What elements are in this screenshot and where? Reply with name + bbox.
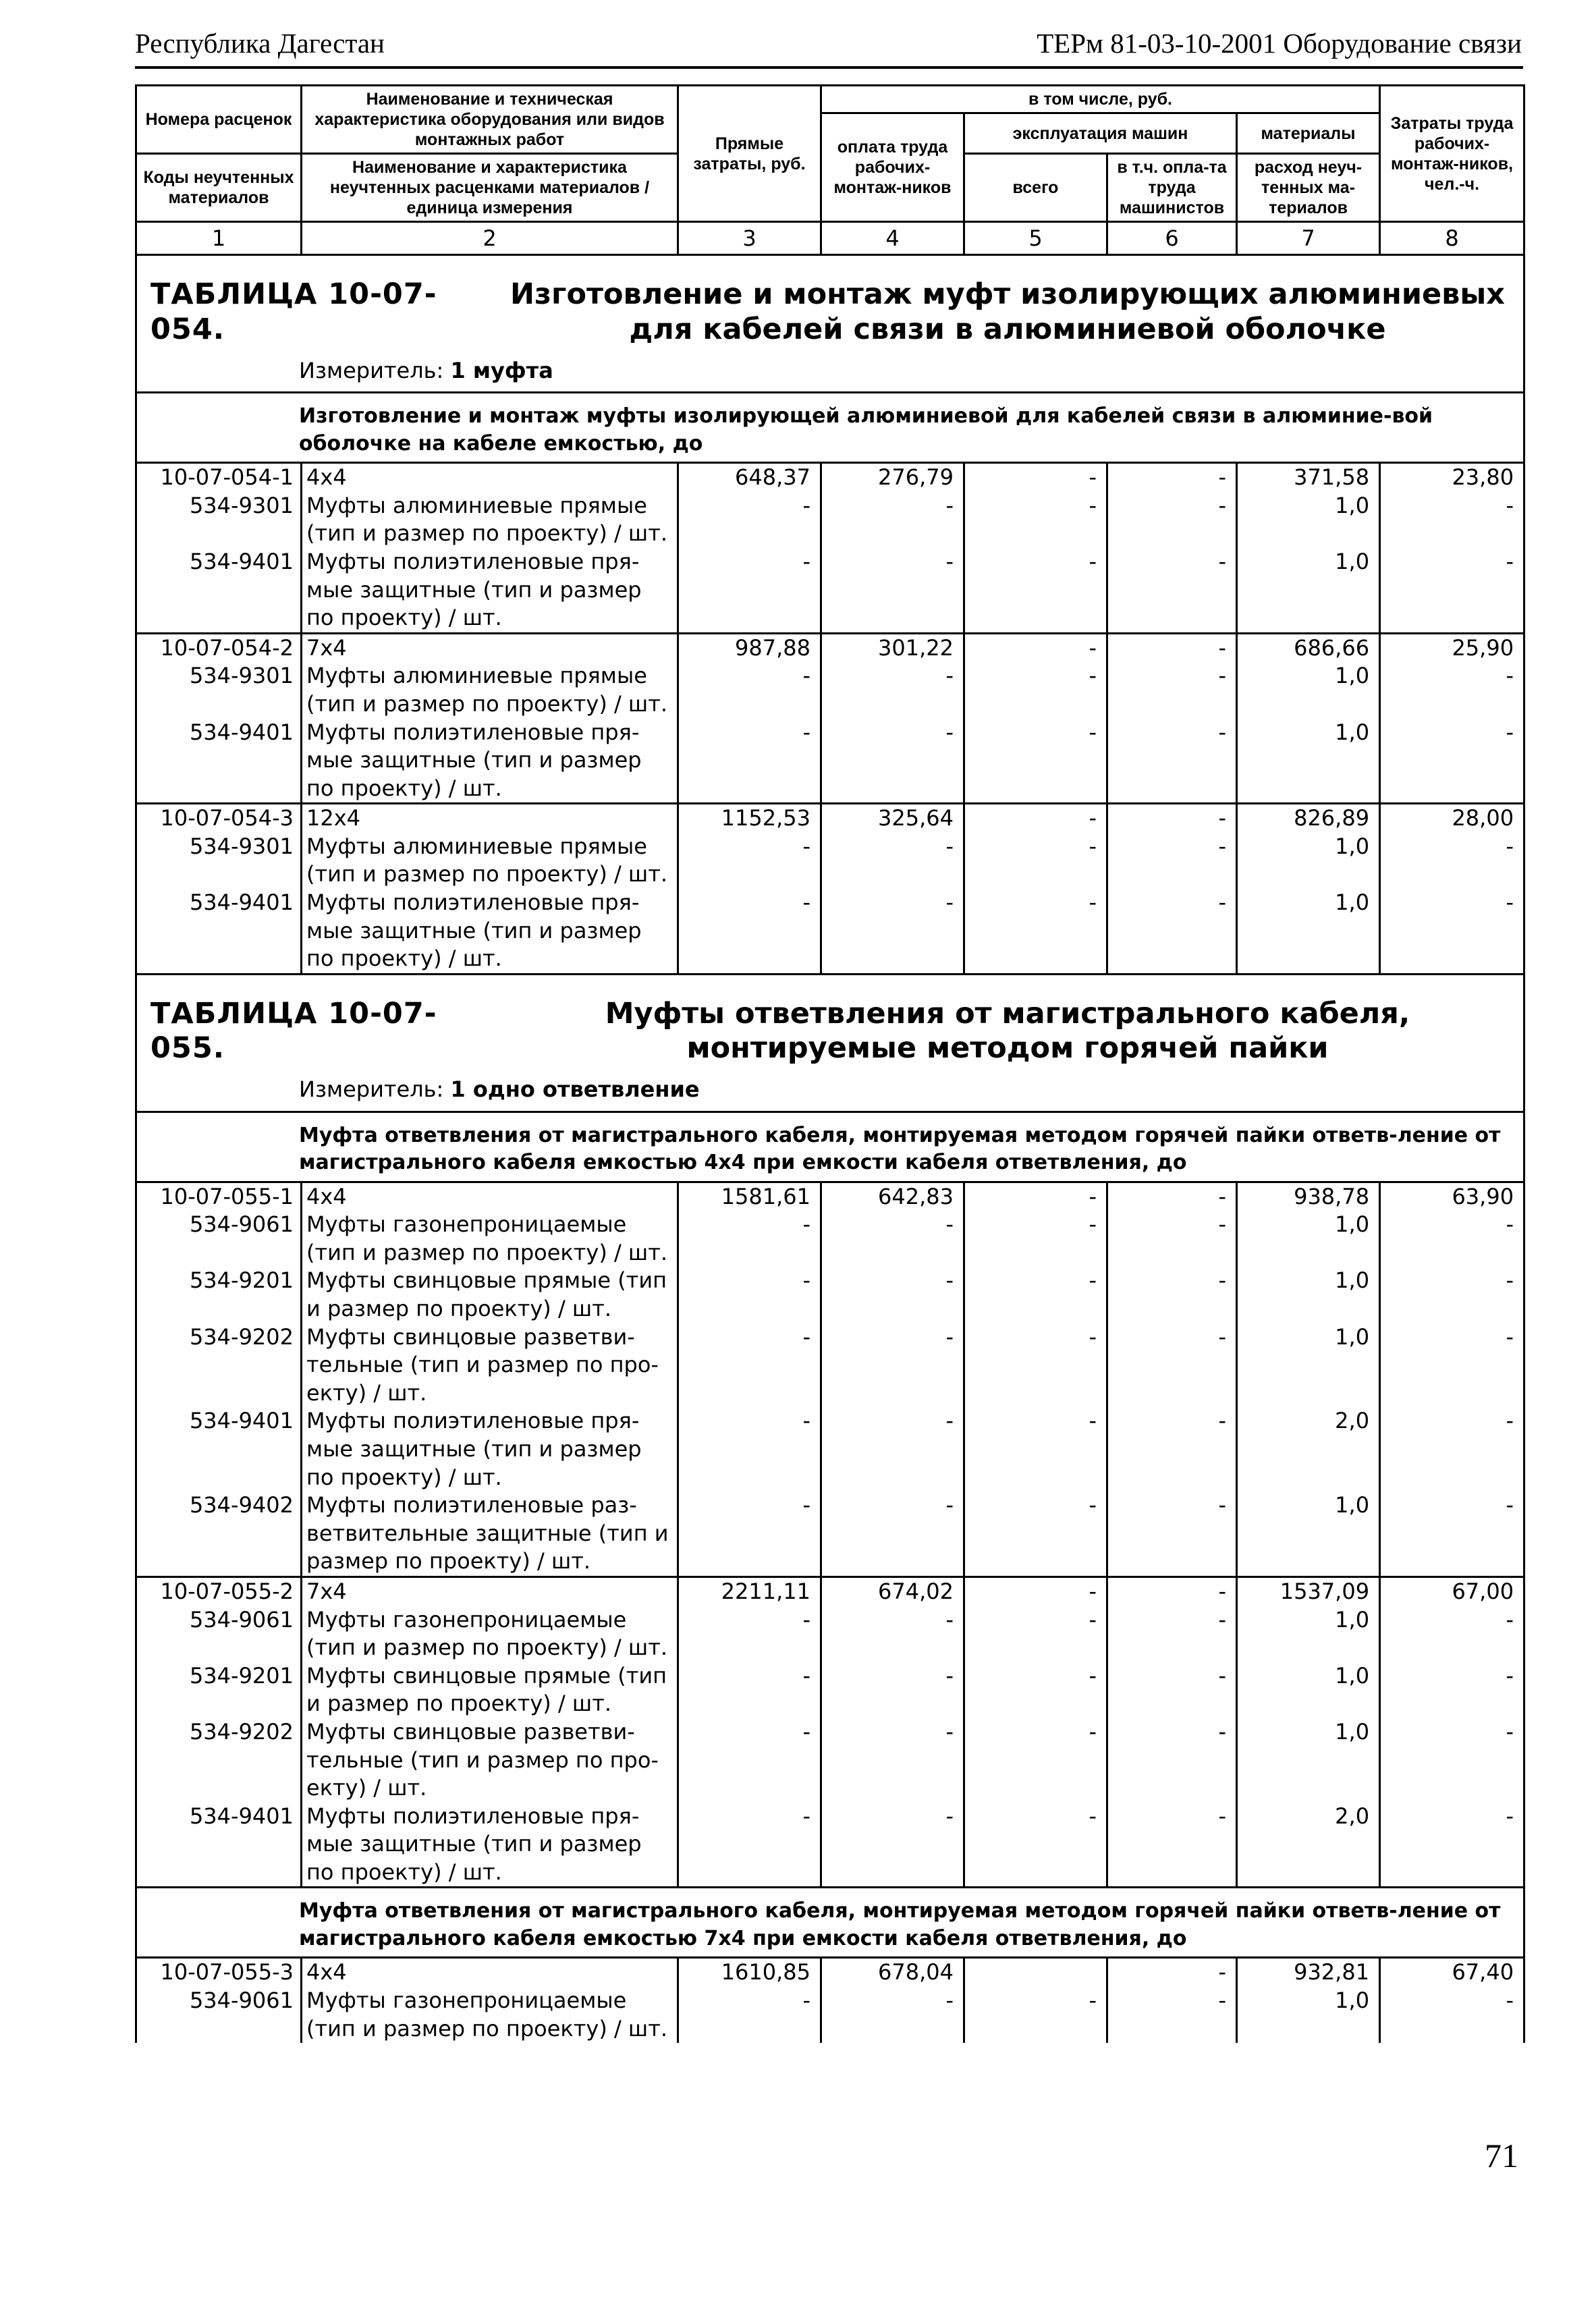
material-value: - [1380, 1606, 1524, 1662]
material-value: - [678, 719, 821, 804]
material-value: - [821, 1407, 964, 1491]
col-header-machinist-pay: в т.ч. опла-та труда машинистов [1107, 154, 1237, 222]
rate-value: 932,81 [1237, 1958, 1380, 1987]
material-value: - [821, 1211, 964, 1267]
material-value: 1,0 [1237, 662, 1380, 718]
material-value: - [964, 492, 1107, 548]
material-value: 1,0 [1237, 889, 1380, 974]
material-value: - [678, 833, 821, 889]
material-row [136, 1491, 1524, 1577]
table-title: Изготовление и монтаж муфт изолирующих алюминиевых для кабелей связи в алюминиевой оболочке [510, 277, 1505, 346]
material-value: - [1107, 1267, 1237, 1323]
rate-value: 678,04 [821, 1958, 964, 1987]
material-value: 1,0 [1237, 1491, 1380, 1577]
rate-value: - [964, 463, 1107, 492]
material-code: 534-9401 [136, 889, 302, 974]
material-value: - [1107, 1606, 1237, 1662]
material-value: - [1107, 1662, 1237, 1718]
material-value: - [1380, 1211, 1524, 1267]
material-name: Муфты полиэтиленовые пря-мые защитные (тип и размер по проекту) / шт. [302, 548, 678, 633]
material-value: - [678, 1407, 821, 1491]
material-name: Муфты полиэтиленовые пря-мые защитные (тип и размер по проекту) / шт. [302, 719, 678, 804]
rate-value: 938,78 [1237, 1182, 1380, 1211]
rate-value: - [1107, 1577, 1237, 1606]
rate-value: - [1107, 1958, 1237, 1987]
rate-value: - [964, 804, 1107, 833]
col-header-machine-use: эксплуатация машин [964, 113, 1237, 154]
material-value: - [1107, 1987, 1237, 2043]
rate-row [136, 804, 1524, 833]
col-header-material-codes: Коды неучтенных материалов [136, 154, 302, 222]
rate-value [964, 1958, 1107, 1987]
material-value: - [678, 1606, 821, 1662]
material-value: 1,0 [1237, 1606, 1380, 1662]
material-value: - [821, 1718, 964, 1803]
running-header-left: Республика Дагестан [135, 28, 385, 59]
material-row [136, 833, 1524, 889]
rate-value: 2211,11 [678, 1577, 821, 1606]
rate-value: - [964, 1577, 1107, 1606]
material-value: 1,0 [1237, 719, 1380, 804]
material-value: - [964, 1323, 1107, 1408]
rate-code: 10-07-054-1 [136, 463, 302, 492]
material-code: 534-9301 [136, 662, 302, 718]
material-value: - [678, 1267, 821, 1323]
material-value: - [1380, 1803, 1524, 1888]
table-heading [137, 258, 1523, 347]
material-row [136, 492, 1524, 548]
material-row [136, 719, 1524, 804]
rate-value: 1152,53 [678, 804, 821, 833]
rate-name: 4x4 [302, 463, 678, 492]
material-code: 534-9201 [136, 1267, 302, 1323]
material-value: - [1380, 1662, 1524, 1718]
col-header-work-name: Наименование и техническая характеристика оборудования или видов монтажных работ [302, 86, 678, 154]
rate-row [136, 1577, 1524, 1606]
table-measure [137, 348, 1523, 392]
material-code: 534-9202 [136, 1718, 302, 1803]
material-value: - [821, 719, 964, 804]
material-value: 2,0 [1237, 1407, 1380, 1491]
material-value: - [678, 662, 821, 718]
material-name: Муфты полиэтиленовые пря-мые защитные (тип и размер по проекту) / шт. [302, 889, 678, 974]
material-value: - [678, 1491, 821, 1577]
rate-row [136, 1958, 1524, 1987]
rate-value: 28,00 [1380, 804, 1524, 833]
col-number: 4 [821, 222, 964, 255]
col-header-material-usage: расход неуч-тенных ма-териалов [1237, 154, 1380, 222]
material-value: - [964, 719, 1107, 804]
material-row [136, 1323, 1524, 1408]
material-row [136, 1211, 1524, 1267]
material-value: - [821, 1267, 964, 1323]
rate-name: 4x4 [302, 1958, 678, 1987]
material-row [136, 1267, 1524, 1323]
material-name: Муфты свинцовые разветви-тельные (тип и размер по про-екту) / шт. [302, 1718, 678, 1803]
material-code: 534-9301 [136, 833, 302, 889]
material-value: - [964, 1662, 1107, 1718]
section-title: Изготовление и монтаж муфты изолирующей алюминиевой для кабелей связи в алюминие-вой оболочке на кабеле емкостью, до [136, 393, 1524, 463]
rate-value: 25,90 [1380, 633, 1524, 662]
rate-value: 987,88 [678, 633, 821, 662]
material-code: 534-9061 [136, 1211, 302, 1267]
material-code: 534-9401 [136, 1803, 302, 1888]
rate-code: 10-07-054-2 [136, 633, 302, 662]
material-value: - [821, 1662, 964, 1718]
material-value: 1,0 [1237, 548, 1380, 633]
material-code: 534-9201 [136, 1662, 302, 1718]
material-value: - [1380, 719, 1524, 804]
rate-name: 4x4 [302, 1182, 678, 1211]
material-value: - [678, 1718, 821, 1803]
material-value: - [1380, 1323, 1524, 1408]
material-value: 1,0 [1237, 1662, 1380, 1718]
col-header-labor-hours: Затраты труда рабочих-монтаж-ников, чел.-ч. [1380, 86, 1524, 222]
material-value: - [678, 889, 821, 974]
col-header-including: в том числе, руб. [821, 86, 1380, 113]
material-value: 1,0 [1237, 833, 1380, 889]
material-name: Муфты полиэтиленовые пря-мые защитные (тип и размер по проекту) / шт. [302, 1803, 678, 1888]
rate-row [136, 1182, 1524, 1211]
rate-value: 642,83 [821, 1182, 964, 1211]
rate-value: - [964, 633, 1107, 662]
rate-value: 1581,61 [678, 1182, 821, 1211]
rate-name: 12x4 [302, 804, 678, 833]
material-value: - [821, 1323, 964, 1408]
material-value: - [821, 492, 964, 548]
material-value: - [1380, 1491, 1524, 1577]
table-measure [137, 1066, 1523, 1111]
material-code: 534-9061 [136, 1987, 302, 2043]
rate-code: 10-07-055-3 [136, 1958, 302, 1987]
col-header-materials: материалы [1237, 113, 1380, 154]
material-name: Муфты газонепроницаемые (тип и размер по проекту) / шт. [302, 1987, 678, 2043]
material-value: - [1107, 548, 1237, 633]
running-header-right: ТЕРм 81-03-10-2001 Оборудование связи [1037, 28, 1522, 59]
col-number: 3 [678, 222, 821, 255]
material-value: - [821, 1491, 964, 1577]
rate-name: 7x4 [302, 1577, 678, 1606]
material-value: - [1107, 1803, 1237, 1888]
material-value: - [1380, 1267, 1524, 1323]
material-value: - [1380, 662, 1524, 718]
material-value: - [964, 1803, 1107, 1888]
header-rule [135, 66, 1523, 69]
material-value: - [678, 1211, 821, 1267]
table-title: Муфты ответвления от магистрального кабеля, монтируемые методом горячей пайки [605, 996, 1410, 1066]
material-row [136, 548, 1524, 633]
material-name: Муфты полиэтиленовые раз-ветвительные защитные (тип и размер по проекту) / шт. [302, 1491, 678, 1577]
rate-value: 67,00 [1380, 1577, 1524, 1606]
rate-value: 23,80 [1380, 463, 1524, 492]
material-value: - [821, 1606, 964, 1662]
material-code: 534-9402 [136, 1491, 302, 1577]
table-heading [137, 978, 1523, 1066]
material-value: - [678, 1987, 821, 2043]
material-value: - [1380, 833, 1524, 889]
measure-label: Измеритель: [299, 1076, 444, 1103]
material-value: - [1107, 662, 1237, 718]
material-value: - [964, 889, 1107, 974]
material-value: - [1380, 548, 1524, 633]
material-name: Муфты свинцовые прямые (тип и размер по проекту) / шт. [302, 1267, 678, 1323]
material-row [136, 662, 1524, 718]
material-row [136, 1662, 1524, 1718]
table-number: ТАБЛИЦА 10-07-054. [150, 277, 437, 346]
material-value: 1,0 [1237, 1718, 1380, 1803]
material-value: - [964, 1987, 1107, 2043]
material-value: - [821, 889, 964, 974]
material-value: - [1380, 1407, 1524, 1491]
material-row [136, 1718, 1524, 1803]
material-row [136, 1987, 1524, 2043]
rate-value: 325,64 [821, 804, 964, 833]
rate-value: 63,90 [1380, 1182, 1524, 1211]
material-value: - [964, 1606, 1107, 1662]
material-value: - [1380, 492, 1524, 548]
material-value: - [1107, 719, 1237, 804]
col-header-worker-pay: оплата труда рабочих-монтаж-ников [821, 113, 964, 222]
col-header-direct-costs: Прямые затраты, руб. [678, 86, 821, 222]
material-value: - [1380, 1718, 1524, 1803]
table-title-block [136, 978, 1524, 1112]
rate-value: 301,22 [821, 633, 964, 662]
material-value: - [964, 1718, 1107, 1803]
rate-value: - [1107, 633, 1237, 662]
material-code: 534-9401 [136, 719, 302, 804]
material-code: 534-9401 [136, 548, 302, 633]
material-row [136, 1407, 1524, 1491]
material-row [136, 1606, 1524, 1662]
rate-code: 10-07-055-1 [136, 1182, 302, 1211]
material-value: - [1107, 1211, 1237, 1267]
material-value: 1,0 [1237, 1323, 1380, 1408]
material-row [136, 1803, 1524, 1888]
material-value: - [1107, 833, 1237, 889]
material-value: 1,0 [1237, 1267, 1380, 1323]
col-number: 5 [964, 222, 1107, 255]
col-number: 6 [1107, 222, 1237, 255]
material-name: Муфты алюминиевые прямые (тип и размер по проекту) / шт. [302, 662, 678, 718]
rate-row [136, 633, 1524, 662]
material-code: 534-9301 [136, 492, 302, 548]
material-value: - [678, 548, 821, 633]
material-name: Муфты газонепроницаемые (тип и размер по проекту) / шт. [302, 1211, 678, 1267]
material-value: - [821, 1803, 964, 1888]
material-code: 534-9061 [136, 1606, 302, 1662]
rate-value: 674,02 [821, 1577, 964, 1606]
material-value: - [964, 1211, 1107, 1267]
rate-value: - [1107, 1182, 1237, 1211]
col-number: 1 [136, 222, 302, 255]
material-name: Муфты алюминиевые прямые (тип и размер по проекту) / шт. [302, 833, 678, 889]
material-value: - [678, 1803, 821, 1888]
rate-value: 826,89 [1237, 804, 1380, 833]
material-value: - [678, 1662, 821, 1718]
rate-value: 648,37 [678, 463, 821, 492]
material-name: Муфты полиэтиленовые пря-мые защитные (тип и размер по проекту) / шт. [302, 1407, 678, 1491]
material-value: - [1380, 1987, 1524, 2043]
col-header-machine-total: всего [964, 154, 1107, 222]
table-number: ТАБЛИЦА 10-07-055. [150, 996, 437, 1066]
material-name: Муфты свинцовые прямые (тип и размер по проекту) / шт. [302, 1662, 678, 1718]
material-value: - [1107, 1491, 1237, 1577]
col-number: 7 [1237, 222, 1380, 255]
material-value: - [1107, 492, 1237, 548]
rates-table [135, 84, 1525, 2043]
material-value: - [1107, 1718, 1237, 1803]
material-value: - [678, 492, 821, 548]
material-value: - [1107, 1407, 1237, 1491]
rate-value: 1537,09 [1237, 1577, 1380, 1606]
measure-value: 1 муфта [450, 357, 553, 383]
material-value: - [964, 548, 1107, 633]
col-header-rate-numbers: Номера расценок [136, 86, 302, 154]
col-header-material-name: Наименование и характеристика неучтенных расценками материалов / единица измерения [302, 154, 678, 222]
material-value: 1,0 [1237, 1987, 1380, 2043]
material-code: 534-9202 [136, 1323, 302, 1408]
material-name: Муфты газонепроницаемые (тип и размер по проекту) / шт. [302, 1606, 678, 1662]
rate-value: - [964, 1182, 1107, 1211]
rate-row [136, 463, 1524, 492]
material-value: - [964, 662, 1107, 718]
section-title: Муфта ответвления от магистрального кабеля, монтируемая методом горячей пайки ответв-ление от магистрального кабеля емкостью 7х4 при емкости кабеля ответвления, до [136, 1888, 1524, 1958]
material-value: 1,0 [1237, 1211, 1380, 1267]
material-value: - [964, 1267, 1107, 1323]
material-value: - [821, 1987, 964, 2043]
material-value: - [1107, 1323, 1237, 1408]
rate-code: 10-07-055-2 [136, 1577, 302, 1606]
material-row [136, 889, 1524, 974]
col-number: 8 [1380, 222, 1524, 255]
material-value: - [1380, 889, 1524, 974]
material-value: - [678, 1323, 821, 1408]
measure-label: Измеритель: [299, 357, 444, 383]
table-title-block [136, 258, 1524, 392]
material-value: - [964, 1407, 1107, 1491]
rate-name: 7x4 [302, 633, 678, 662]
rate-value: 67,40 [1380, 1958, 1524, 1987]
page-number: 71 [1485, 2137, 1518, 2174]
rate-value: 371,58 [1237, 463, 1380, 492]
material-value: 1,0 [1237, 492, 1380, 548]
rate-value: - [1107, 463, 1237, 492]
rate-value: - [1107, 804, 1237, 833]
col-number: 2 [302, 222, 678, 255]
material-code: 534-9401 [136, 1407, 302, 1491]
rate-value: 1610,85 [678, 1958, 821, 1987]
rate-value: 686,66 [1237, 633, 1380, 662]
material-value: - [821, 548, 964, 633]
material-value: - [821, 833, 964, 889]
material-name: Муфты алюминиевые прямые (тип и размер по проекту) / шт. [302, 492, 678, 548]
rate-code: 10-07-054-3 [136, 804, 302, 833]
material-value: - [1107, 889, 1237, 974]
rate-value: 276,79 [821, 463, 964, 492]
section-title: Муфта ответвления от магистрального кабеля, монтируемая методом горячей пайки ответв-ление от магистрального кабеля емкостью 4х4 при емкости кабеля ответвления, до [136, 1112, 1524, 1182]
material-value: 2,0 [1237, 1803, 1380, 1888]
measure-value: 1 одно ответвление [450, 1076, 700, 1103]
material-value: - [821, 662, 964, 718]
material-value: - [964, 833, 1107, 889]
material-value: - [964, 1491, 1107, 1577]
material-name: Муфты свинцовые разветви-тельные (тип и размер по про-екту) / шт. [302, 1323, 678, 1408]
